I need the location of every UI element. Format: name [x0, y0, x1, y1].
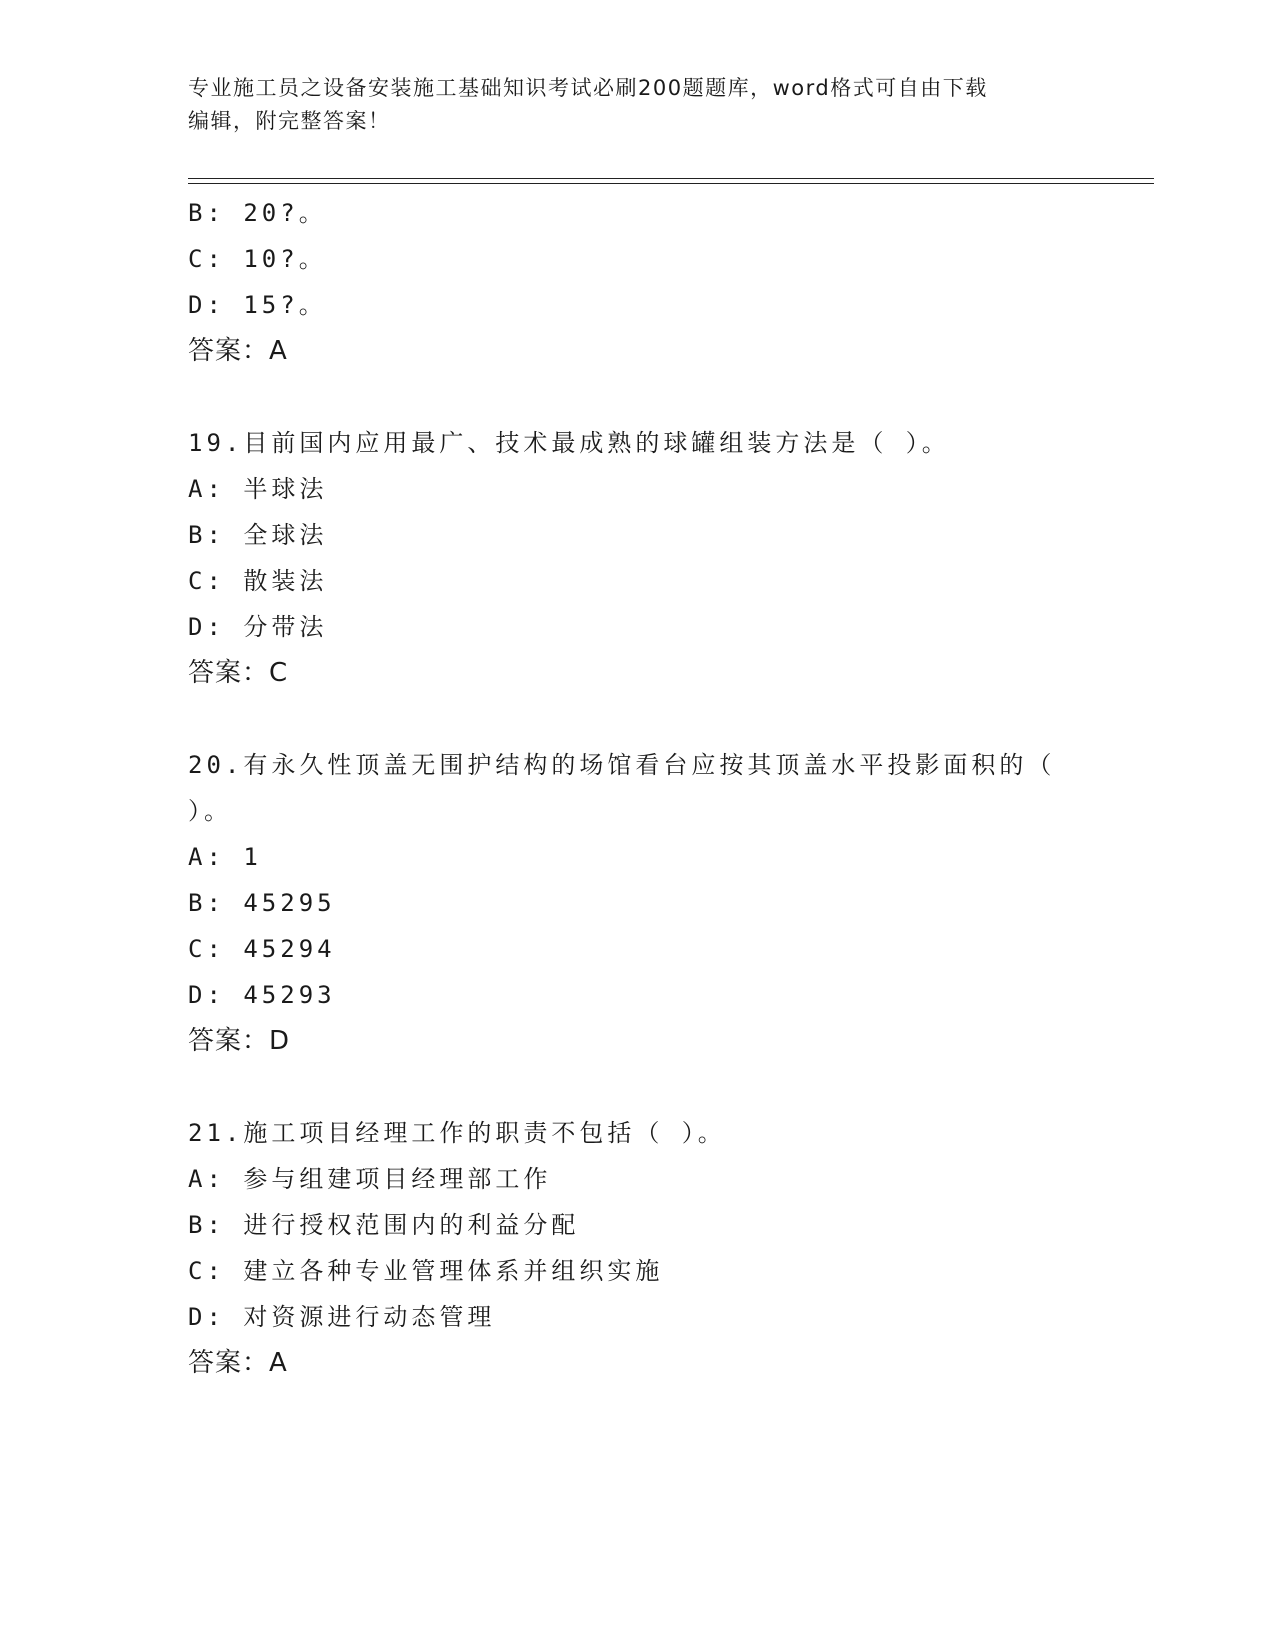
question-18-continuation	[188, 190, 1088, 374]
option-text: 建立各种专业管理体系并组织实施	[243, 1257, 664, 1285]
option-text: 20?。	[243, 199, 327, 227]
option-a	[188, 1156, 1088, 1202]
option-text: 45295	[243, 889, 336, 917]
answer-line: 答案：C	[188, 658, 289, 688]
document-header	[188, 72, 1088, 138]
option-letter: C:	[188, 1257, 225, 1285]
option-b	[188, 512, 1088, 558]
option-letter: C:	[188, 245, 225, 273]
option-letter: A:	[188, 475, 225, 503]
header-divider-top	[188, 178, 1154, 179]
option-letter: D:	[188, 613, 225, 641]
option-letter: A:	[188, 843, 225, 871]
option-letter: D:	[188, 981, 225, 1009]
option-letter: C:	[188, 935, 225, 963]
question-content	[188, 190, 1088, 1386]
option-text: 对资源进行动态管理	[243, 1303, 496, 1331]
option-letter: B:	[188, 521, 225, 549]
option-c	[188, 1248, 1088, 1294]
option-a	[188, 834, 1088, 880]
question-19	[188, 420, 1088, 696]
option-text: 全球法	[243, 521, 328, 549]
option-d	[188, 282, 1088, 328]
option-c	[188, 236, 1088, 282]
option-text: 散装法	[243, 567, 328, 595]
option-letter: B:	[188, 1211, 225, 1239]
option-d	[188, 1294, 1088, 1340]
option-c	[188, 926, 1088, 972]
option-text: 半球法	[243, 475, 328, 503]
question-20	[188, 742, 1088, 1064]
option-letter: A:	[188, 1165, 225, 1193]
spacer	[188, 696, 1088, 742]
option-b	[188, 880, 1088, 926]
question-21	[188, 1110, 1088, 1386]
header-line-1: 专业施工员之设备安装施工基础知识考试必刷200题题库，word格式可自由下载	[188, 76, 988, 100]
option-b	[188, 190, 1088, 236]
option-a	[188, 466, 1088, 512]
answer-line: 答案：A	[188, 336, 288, 366]
answer-line: 答案：A	[188, 1348, 288, 1378]
header-divider-bottom	[188, 183, 1154, 184]
question-stem: 21.施工项目经理工作的职责不包括（ ）。	[188, 1119, 726, 1147]
option-text: 1	[243, 843, 262, 871]
option-d	[188, 604, 1088, 650]
option-text: 分带法	[243, 613, 328, 641]
option-text: 参与组建项目经理部工作	[243, 1165, 552, 1193]
question-stem-continued: ）。	[188, 797, 232, 825]
header-line-2: 编辑，附完整答案！	[188, 109, 391, 133]
spacer	[188, 374, 1088, 420]
option-c	[188, 558, 1088, 604]
question-stem: 20.有永久性顶盖无围护结构的场馆看台应按其顶盖水平投影面积的（	[188, 751, 1056, 779]
option-d	[188, 972, 1088, 1018]
spacer	[188, 1064, 1088, 1110]
option-letter: B:	[188, 889, 225, 917]
question-stem: 19.目前国内应用最广、技术最成熟的球罐组装方法是（ ）。	[188, 429, 950, 457]
option-letter: C:	[188, 567, 225, 595]
answer-line: 答案：D	[188, 1026, 291, 1056]
option-text: 45293	[243, 981, 336, 1009]
option-text: 进行授权范围内的利益分配	[243, 1211, 580, 1239]
option-b	[188, 1202, 1088, 1248]
option-text: 15?。	[243, 291, 327, 319]
option-letter: B:	[188, 199, 225, 227]
option-text: 45294	[243, 935, 336, 963]
option-text: 10?。	[243, 245, 327, 273]
option-letter: D:	[188, 291, 225, 319]
option-letter: D:	[188, 1303, 225, 1331]
